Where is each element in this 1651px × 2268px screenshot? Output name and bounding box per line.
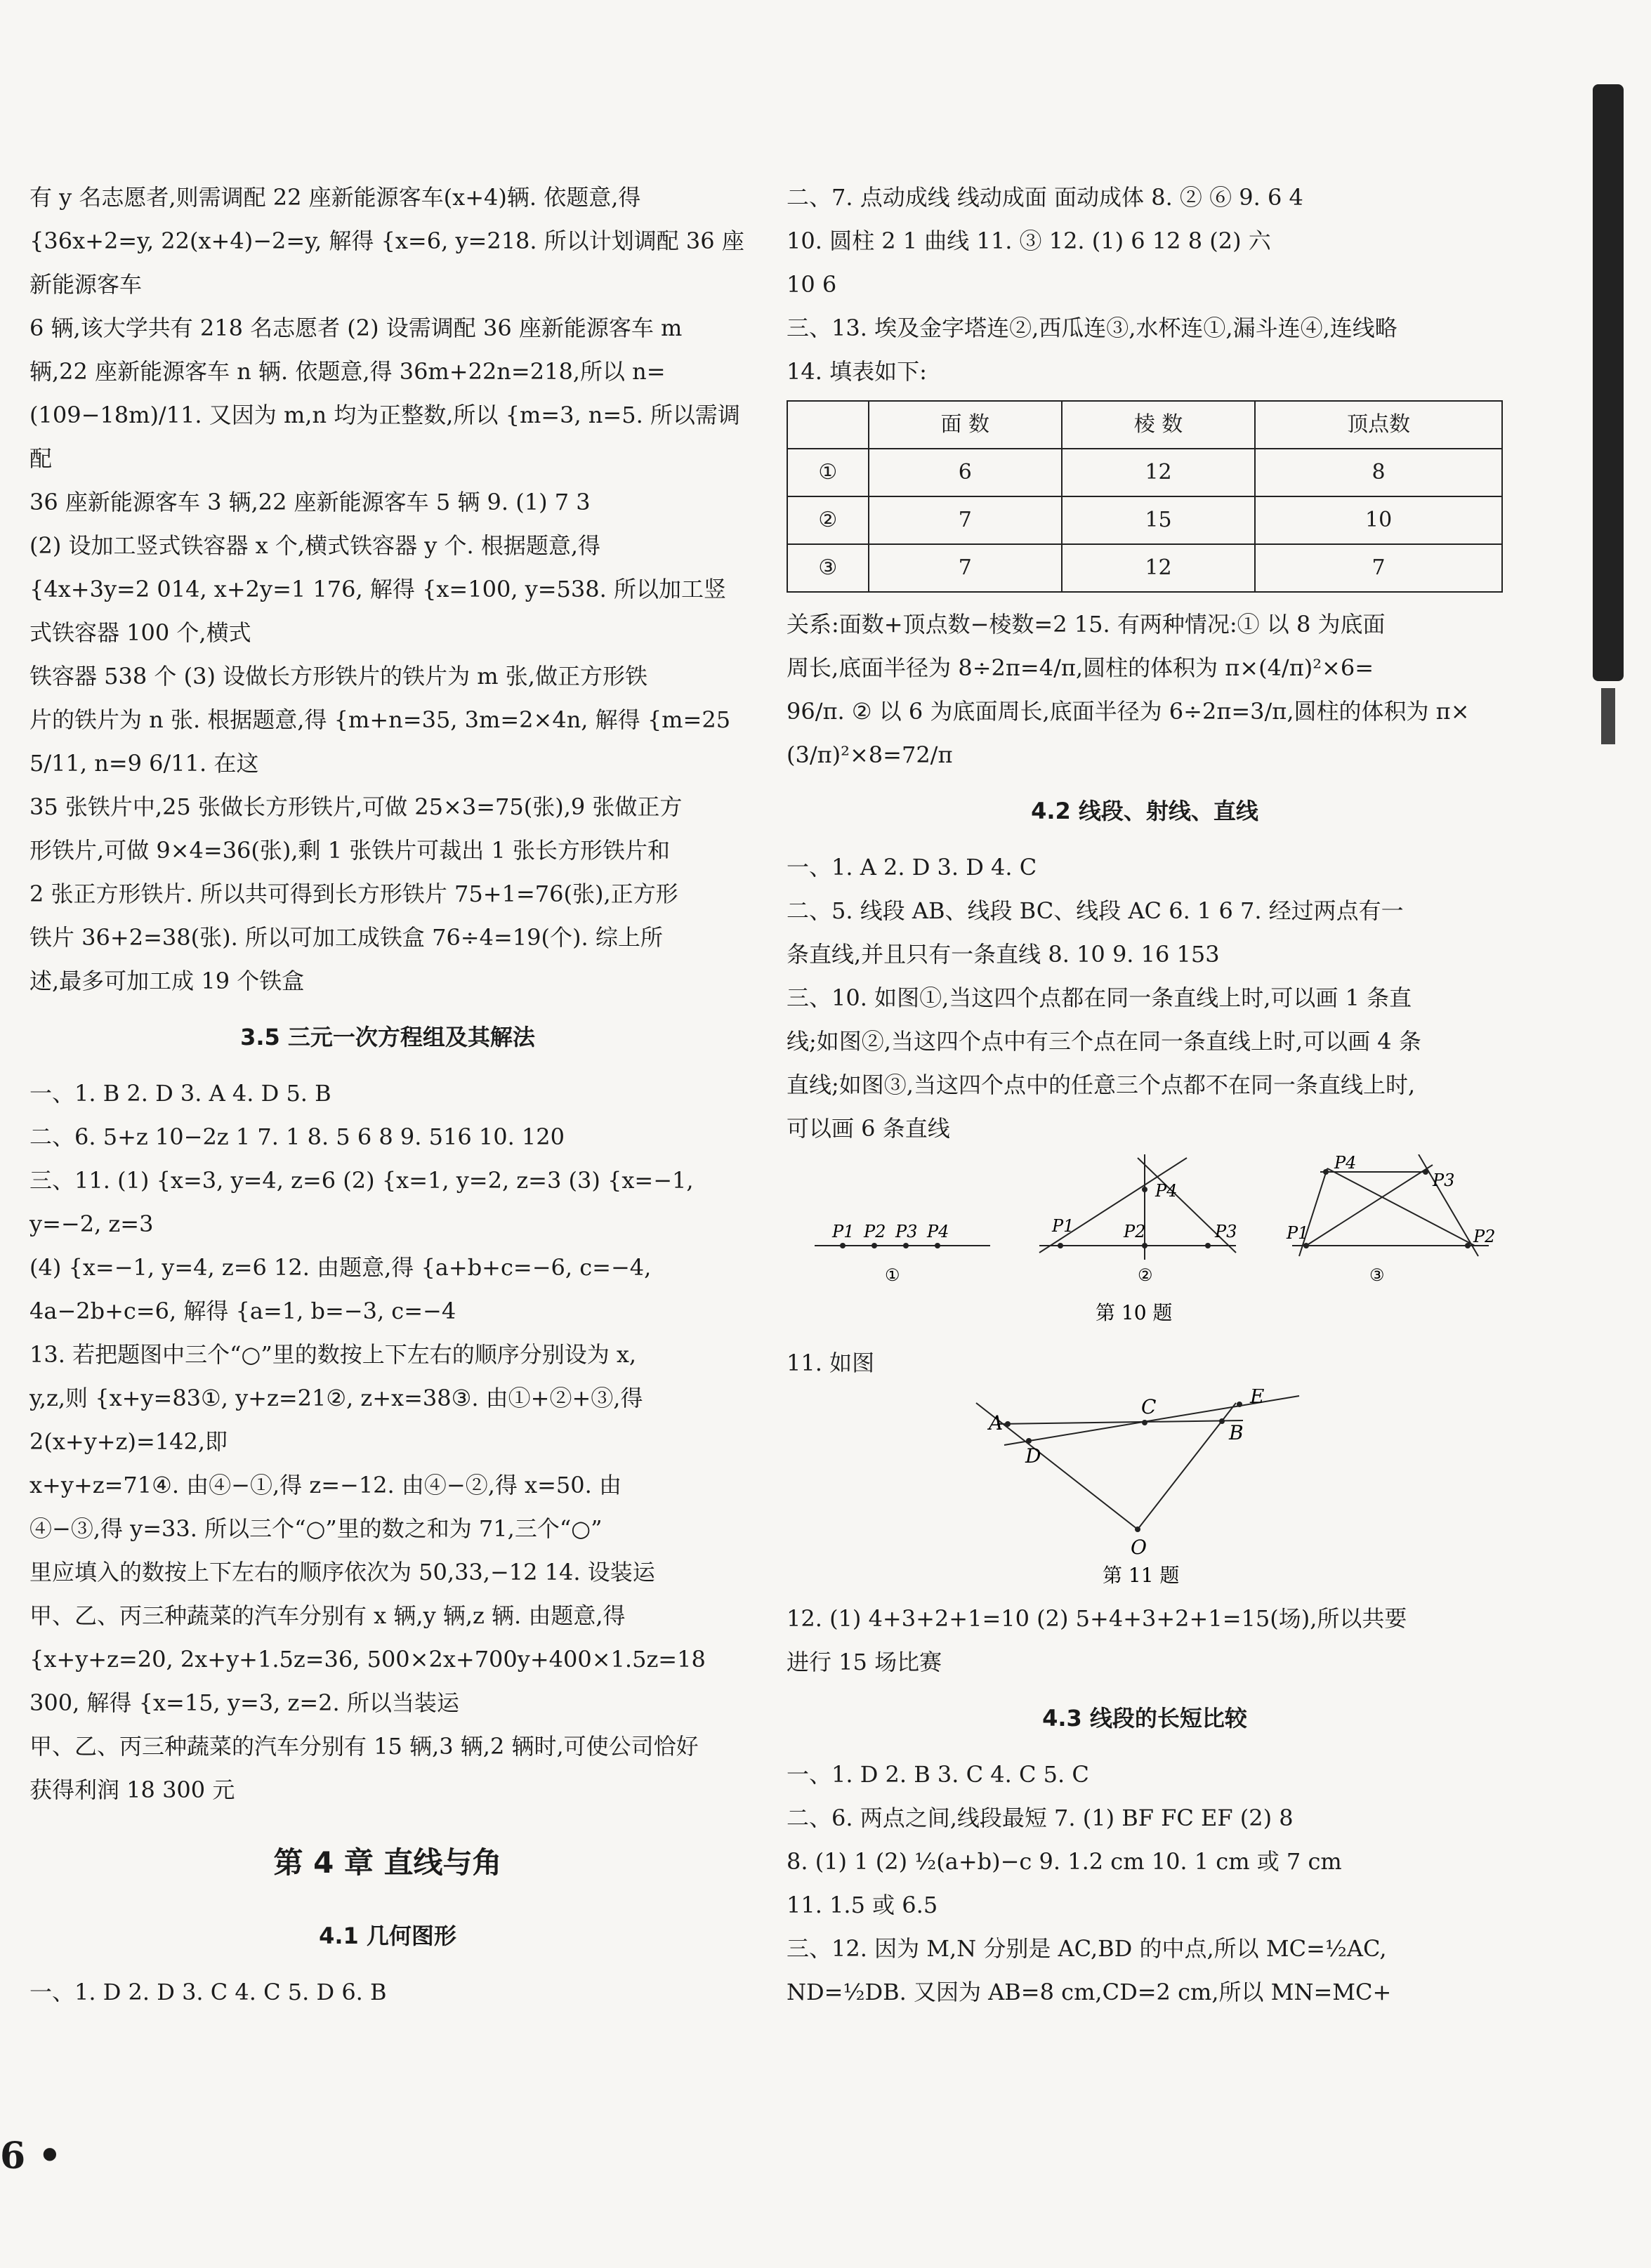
- fig10-label: P1: [832, 1222, 855, 1241]
- text-line: 条直线,并且只有一条直线 8. 10 9. 16 153: [787, 941, 1220, 968]
- text-line: 10. 圆柱 2 1 曲线 11. ③ 12. (1) 6 12 8 (2) 六: [787, 228, 1271, 254]
- text-line: {36x+2=y, 22(x+4)−2=y, 解得 {x=6, y=218. 所以计划调配 36 座新能源客车: [29, 228, 744, 298]
- figure-10: [787, 1154, 1503, 1337]
- text-line: (2) 设加工竖式铁容器 x 个,横式铁容器 y 个. 根据题意,得: [29, 532, 601, 559]
- text-line: 一、1. A 2. D 3. D 4. C: [787, 854, 1037, 881]
- text-line: 12. (1) 4+3+2+1=10 (2) 5+4+3+2+1=15(场),所以共要: [787, 1605, 1407, 1632]
- fig10-label: P2: [864, 1222, 886, 1241]
- text-line: (3/π)²×8=72/π: [787, 741, 953, 768]
- text-line: (109−18m)/11. 又因为 m,n 均为正整数,所以 {m=3, n=5. 所以需调配: [29, 402, 740, 472]
- text-line: 甲、乙、丙三种蔬菜的汽车分别有 15 辆,3 辆,2 辆时,可使公司恰好: [29, 1733, 699, 1760]
- text-line: 二、6. 5+z 10−2z 1 7. 1 8. 5 6 8 9. 516 10. 120: [29, 1123, 565, 1150]
- text-line: 14. 填表如下:: [787, 358, 927, 385]
- text-line: 6 辆,该大学共有 218 名志愿者 (2) 设需调配 36 座新能源客车 m: [29, 315, 683, 341]
- table-cell: 12: [1062, 449, 1255, 496]
- fig11-label: C: [1141, 1395, 1157, 1418]
- right-column: [787, 176, 1503, 2014]
- text-line: ND=½DB. 又因为 AB=8 cm,CD=2 cm,所以 MN=MC+: [787, 1979, 1392, 2005]
- section-heading-4-1: 4.1 几何图形: [319, 1923, 456, 1949]
- text-line: 二、6. 两点之间,线段最短 7. (1) BF FC EF (2) 8: [787, 1805, 1294, 1831]
- fig10-label: P1: [1287, 1223, 1309, 1243]
- fig10-mark: ②: [1138, 1265, 1153, 1285]
- figure-11-caption: 第 11 题: [1103, 1564, 1180, 1587]
- text-line: y,z,则 {x+y=83①, y+z=21②, z+x=38③. 由①+②+③,得 2(x+y+z)=142,即: [29, 1385, 643, 1455]
- text-line: 35 张铁片中,25 张做长方形铁片,可做 25×3=75(张),9 张做正方: [29, 793, 683, 820]
- figure-10-caption: 第 10 题: [1096, 1301, 1173, 1324]
- table-row: [787, 544, 1502, 592]
- table-cell: 8: [1255, 449, 1502, 496]
- text-line: 二、7. 点动成线 线动成面 面动成体 8. ② ⑥ 9. 6 4: [787, 184, 1303, 211]
- text-line: ④−③,得 y=33. 所以三个“○”里的数之和为 71,三个“○”: [29, 1515, 603, 1542]
- table-header-cell: 棱 数: [1062, 401, 1255, 449]
- table-cell: 7: [869, 496, 1062, 544]
- table-cell: 10: [1255, 496, 1502, 544]
- table-cell: 15: [1062, 496, 1255, 544]
- section-heading-4-2: 4.2 线段、射线、直线: [1031, 798, 1258, 824]
- text-line: 一、1. D 2. D 3. C 4. C 5. D 6. B: [29, 1979, 387, 2005]
- text-line: 二、5. 线段 AB、线段 BC、线段 AC 6. 1 6 7. 经过两点有一: [787, 897, 1404, 924]
- scan-edge-shadow-lower: [1601, 688, 1615, 744]
- section-heading-4-3: 4.3 线段的长短比较: [1042, 1705, 1247, 1732]
- text-line: 8. (1) 1 (2) ½(a+b)−c 9. 1.2 cm 10. 1 cm 或 7 cm: [787, 1848, 1342, 1875]
- text-line: 述,最多可加工成 19 个铁盒: [29, 968, 305, 994]
- text-line: 一、1. B 2. D 3. A 4. D 5. B: [29, 1080, 331, 1107]
- table-cell: 7: [869, 544, 1062, 592]
- table-cell: ②: [787, 496, 869, 544]
- table-header-cell: 面 数: [869, 401, 1062, 449]
- text-line: 36 座新能源客车 3 辆,22 座新能源客车 5 辆 9. (1) 7 3: [29, 489, 591, 515]
- table-header-cell: [787, 401, 869, 449]
- section-heading-3-5: 3.5 三元一次方程组及其解法: [240, 1024, 535, 1050]
- text-line: 三、12. 因为 M,N 分别是 AC,BD 的中点,所以 MC=½AC,: [787, 1935, 1387, 1962]
- text-line: 10 6: [787, 271, 837, 298]
- text-line: 11. 如图: [787, 1350, 875, 1376]
- text-line: 甲、乙、丙三种蔬菜的汽车分别有 x 辆,y 辆,z 辆. 由题意,得: [29, 1602, 626, 1629]
- text-line: {x+y+z=20, 2x+y+1.5z=36, 500×2x+700y+400×1.5z=18 300, 解得 {x=15, y=3, z=2. 所以当装运: [29, 1646, 706, 1716]
- fig10-label: P4: [927, 1222, 949, 1241]
- text-line: 片的铁片为 n 张. 根据题意,得 {m+n=35, 3m=2×4n, 解得 {m=25 5/11, n=9 6/11. 在这: [29, 706, 731, 777]
- text-line: 形铁片,可做 9×4=36(张),剩 1 张铁片可裁出 1 张长方形铁片和: [29, 837, 670, 864]
- text-line: 2 张正方形铁片. 所以共可得到长方形铁片 75+1=76(张),正方形: [29, 881, 678, 907]
- text-line: 三、11. (1) {x=3, y=4, z=6 (2) {x=1, y=2, z=3 (3) {x=−1, y=−2, z=3: [29, 1167, 694, 1237]
- table-header-cell: 顶点数: [1255, 401, 1502, 449]
- fig10-label: P3: [1215, 1222, 1237, 1241]
- text-line: 三、13. 埃及金字塔连②,西瓜连③,水杯连①,漏斗连④,连线略: [787, 315, 1397, 341]
- left-column: [29, 176, 746, 2014]
- text-line: 96/π. ② 以 6 为底面周长,底面半径为 6÷2π=3/π,圆柱的体积为 π×: [787, 698, 1470, 725]
- text-line: x+y+z=71④. 由④−①,得 z=−12. 由④−②,得 x=50. 由: [29, 1472, 621, 1498]
- table-cell: 6: [869, 449, 1062, 496]
- answer-table: [787, 400, 1503, 593]
- text-line: (4) {x=−1, y=4, z=6 12. 由题意,得 {a+b+c=−6, c=−4, 4a−2b+c=6, 解得 {a=1, b=−3, c=−4: [29, 1254, 652, 1324]
- table-cell: 12: [1062, 544, 1255, 592]
- text-line: 关系:面数+顶点数−棱数=2 15. 有两种情况:① 以 8 为底面: [787, 611, 1386, 638]
- fig10-label: P2: [1473, 1227, 1496, 1246]
- fig10-label: P4: [1334, 1154, 1357, 1173]
- fig10-label: P1: [1052, 1216, 1074, 1236]
- text-line: 三、10. 如图①,当这四个点都在同一条直线上时,可以画 1 条直: [787, 984, 1412, 1011]
- fig10-mark: ③: [1369, 1265, 1385, 1285]
- fig10-mark: ①: [885, 1265, 900, 1285]
- table-row: [787, 449, 1502, 496]
- text-line: 有 y 名志愿者,则需调配 22 座新能源客车(x+4)辆. 依题意,得: [29, 184, 641, 211]
- table-cell: 7: [1255, 544, 1502, 592]
- table-header-row: [787, 401, 1502, 449]
- text-line: 可以画 6 条直线: [787, 1115, 950, 1142]
- page-number: 6 •: [0, 2135, 62, 2177]
- fig10-label: P3: [895, 1222, 918, 1241]
- text-line: 直线;如图③,当这四个点中的任意三个点都不在同一条直线上时,: [787, 1072, 1416, 1098]
- fig11-label: A: [989, 1411, 1004, 1435]
- fig11-label: E: [1250, 1389, 1265, 1408]
- chapter-title: 第 4 章 直线与角: [273, 1845, 502, 1880]
- text-line: 一、1. D 2. B 3. C 4. C 5. C: [787, 1761, 1089, 1788]
- text-line: 11. 1.5 或 6.5: [787, 1892, 938, 1918]
- table-cell: ①: [787, 449, 869, 496]
- fig11-label: O: [1131, 1536, 1147, 1559]
- text-line: 周长,底面半径为 8÷2π=4/π,圆柱的体积为 π×(4/π)²×6=: [787, 654, 1374, 681]
- text-line: 获得利润 18 300 元: [29, 1776, 235, 1803]
- text-line: {4x+3y=2 014, x+2y=1 176, 解得 {x=100, y=538. 所以加工竖式铁容器 100 个,横式: [29, 576, 726, 646]
- text-line: 里应填入的数按上下左右的顺序依次为 50,33,−12 14. 设装运: [29, 1559, 655, 1585]
- scan-edge-shadow: [1593, 84, 1624, 681]
- fig10-label: P4: [1155, 1181, 1178, 1201]
- text-line: 铁片 36+2=38(张). 所以可加工成铁盒 76÷4=19(个). 综上所: [29, 924, 663, 951]
- text-line: 线;如图②,当这四个点中有三个点在同一条直线上时,可以画 4 条: [787, 1028, 1421, 1055]
- text-line: 辆,22 座新能源客车 n 辆. 依题意,得 36m+22n=218,所以 n=: [29, 358, 666, 385]
- figure-11: [787, 1389, 1503, 1593]
- fig10-label: P2: [1124, 1222, 1146, 1241]
- text-line: 13. 若把题图中三个“○”里的数按上下左右的顺序分别设为 x,: [29, 1341, 637, 1368]
- table-row: [787, 496, 1502, 544]
- fig10-label: P3: [1433, 1171, 1455, 1190]
- text-line: 进行 15 场比赛: [787, 1649, 942, 1675]
- fig11-label: D: [1025, 1444, 1041, 1468]
- fig11-label: B: [1229, 1421, 1244, 1444]
- table-cell: ③: [787, 544, 869, 592]
- text-line: 铁容器 538 个 (3) 设做长方形铁片的铁片为 m 张,做正方形铁: [29, 663, 647, 690]
